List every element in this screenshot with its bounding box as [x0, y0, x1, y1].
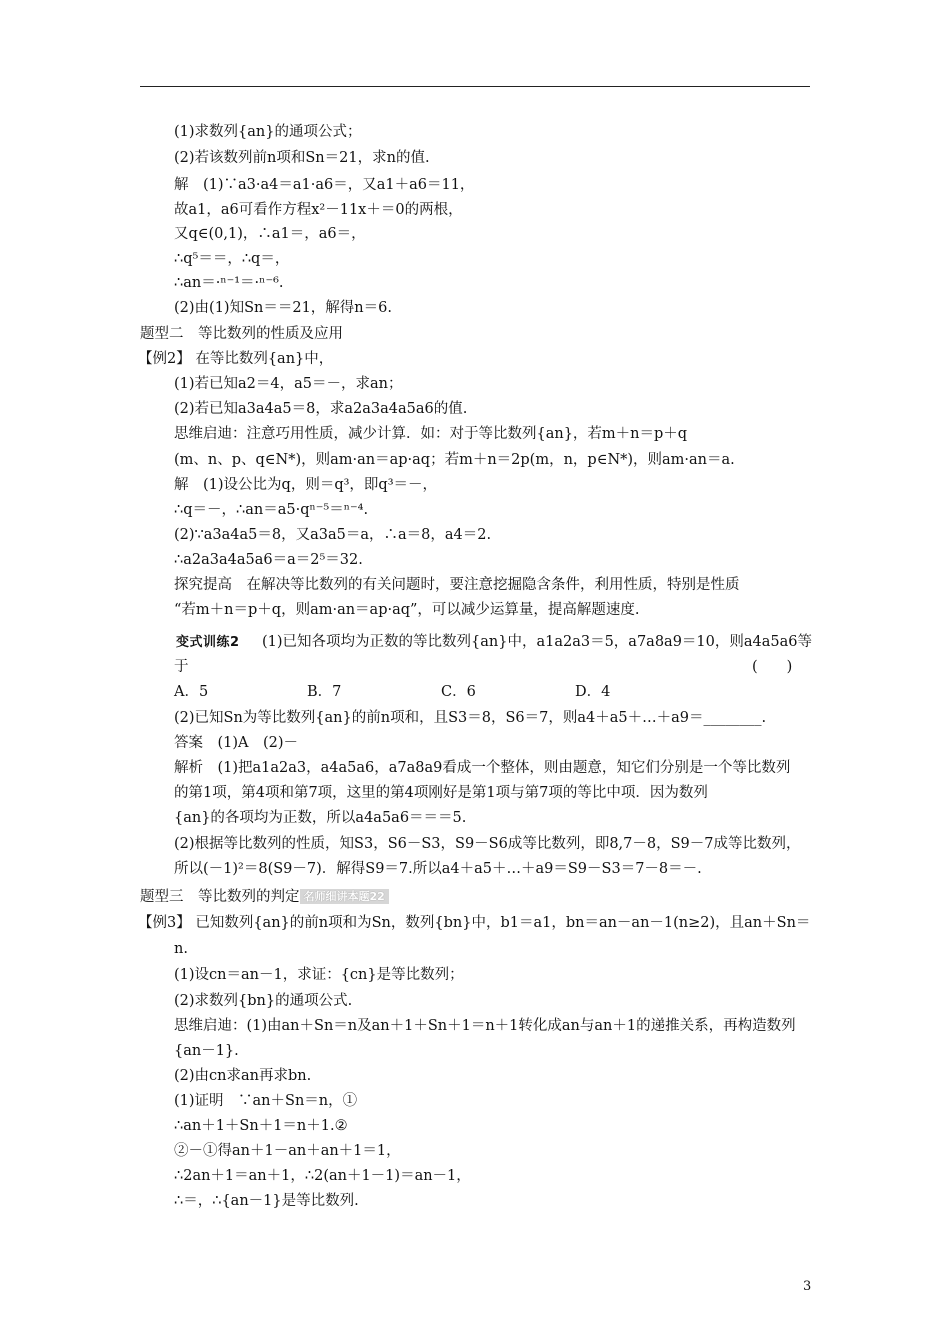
text-line: {an}的各项均为正数，所以a4a5a6＝＝＝5. [174, 810, 467, 826]
video-link-badge[interactable]: 名师细讲本题22 [300, 889, 389, 904]
section-heading: 题型三 等比数列的判定 名师细讲本题22 [140, 887, 389, 907]
text-line: 所以(－1)²＝8(S9－7)．解得S9＝7.所以a4＋a5＋…＋a9＝S9－S3＝7－8＝－. [174, 861, 702, 877]
example-heading: 【例2】 在等比数列{an}中， [138, 351, 334, 367]
text-line: 答案 (1)A (2)－ [174, 735, 299, 751]
text-line: (2)已知Sn为等比数列{an}的前n项和，且S3＝8，S6＝7，则a4＋a5＋…＋a9＝________. [174, 710, 767, 726]
text-line: ∴q＝－，∴an＝a5·qⁿ⁻⁵＝ⁿ⁻⁴. [174, 502, 369, 518]
text-line: ∴a2a3a4a5a6＝a＝2⁵＝32. [174, 552, 363, 568]
text-line: (m、n、p、q∈N*)，则am·an＝ap·aq；若m＋n＝2p(m，n，p∈N*)，则am·an＝a. [174, 452, 735, 468]
text-line: 解 (1)设公比为q，则＝q³，即q³＝－， [174, 477, 438, 493]
text-line: 解析 (1)把a1a2a3，a4a5a6，a7a8a9看成一个整体，则由题意，知它们分别是一个等比数列 [174, 760, 791, 776]
answer-bracket: ( ) [752, 659, 793, 675]
text-line: (1)求数列{an}的通项公式； [174, 124, 362, 140]
option-d: D．4 [575, 684, 611, 700]
text-line: ∴2an＋1＝an＋1，∴2(an＋1－1)＝an－1， [174, 1168, 471, 1184]
option-c: C．6 [441, 684, 476, 700]
text-line: 探究提高 在解决等比数列的有关问题时，要注意挖掘隐含条件，利用性质，特别是性质 [174, 577, 740, 593]
text-line: ∴an＋1＋Sn＋1＝n＋1.② [174, 1118, 348, 1134]
text-line: 解 (1)∵a3·a4＝a1·a6＝，又a1＋a6＝11， [174, 177, 475, 193]
text-line: “若m＋n＝p＋q，则am·an＝ap·aq”，可以减少运算量，提高解题速度. [174, 602, 640, 618]
text-line: {an－1}. [174, 1043, 239, 1059]
text-line: (2)若该数列前n项和Sn＝21，求n的值. [174, 150, 430, 166]
header-rule [140, 86, 810, 87]
text-line: ∴an＝·ⁿ⁻¹＝·ⁿ⁻⁶. [174, 275, 284, 291]
text-line: n. [174, 941, 188, 957]
exercise-tag: 变式训练2 [176, 635, 240, 650]
option-a: A．5 [174, 684, 209, 700]
text-line: 思维启迪：(1)由an＋Sn＝n及an＋1＋Sn＋1＝n＋1转化成an与an＋1的递推关系，再构造数列 [174, 1018, 796, 1034]
text-line: (1)证明 ∵an＋Sn＝n，① [174, 1093, 358, 1109]
text-line: ②－①得an＋1－an＋an＋1＝1， [174, 1143, 401, 1159]
text-line: (1)设cn＝an－1，求证：{cn}是等比数列； [174, 967, 464, 983]
text-line: 于 [174, 659, 189, 675]
text-line: (2)求数列{bn}的通项公式. [174, 993, 353, 1009]
text-line: (1)已知各项均为正数的等比数列{an}中，a1a2a3＝5，a7a8a9＝10，则a4a5a6等 [262, 634, 812, 650]
text-line: (1)若已知a2＝4，a5＝－，求an； [174, 376, 403, 392]
example-heading: 【例3】 已知数列{an}的前n项和为Sn，数列{bn}中，b1＝a1，bn＝an－an－1(n≥2)，且an＋Sn＝ [138, 915, 811, 931]
text-line: (2)∵a3a4a5＝8，又a3a5＝a，∴a＝8，a4＝2. [174, 527, 492, 543]
text-line: ∴q⁵＝＝，∴q＝， [174, 251, 290, 267]
text-line: 思维启迪：注意巧用性质，减少计算．如：对于等比数列{an}，若m＋n＝p＋q [174, 426, 688, 442]
text-line: 又q∈(0,1)，∴a1＝，a6＝， [174, 226, 366, 242]
text-line: (2)由cn求an再求bn. [174, 1068, 312, 1084]
text-line: (2)由(1)知Sn＝＝21，解得n＝6. [174, 300, 392, 316]
text-line: (2)若已知a3a4a5＝8，求a2a3a4a5a6的值. [174, 401, 468, 417]
text-line: 的第1项，第4项和第7项，这里的第4项刚好是第1项与第7项的等比中项．因为数列 [174, 785, 708, 801]
page-number: 3 [803, 1279, 812, 1294]
text-line: ∴＝，∴{an－1}是等比数列. [174, 1193, 359, 1209]
text-line: 故a1，a6可看作方程x²－11x＋＝0的两根， [174, 202, 463, 218]
section-heading: 题型二 等比数列的性质及应用 [140, 326, 343, 342]
option-b: B．7 [307, 684, 342, 700]
text-line: (2)根据等比数列的性质，知S3，S6－S3，S9－S6成等比数列，即8,7－8，S9－7成等比数列， [174, 836, 801, 852]
